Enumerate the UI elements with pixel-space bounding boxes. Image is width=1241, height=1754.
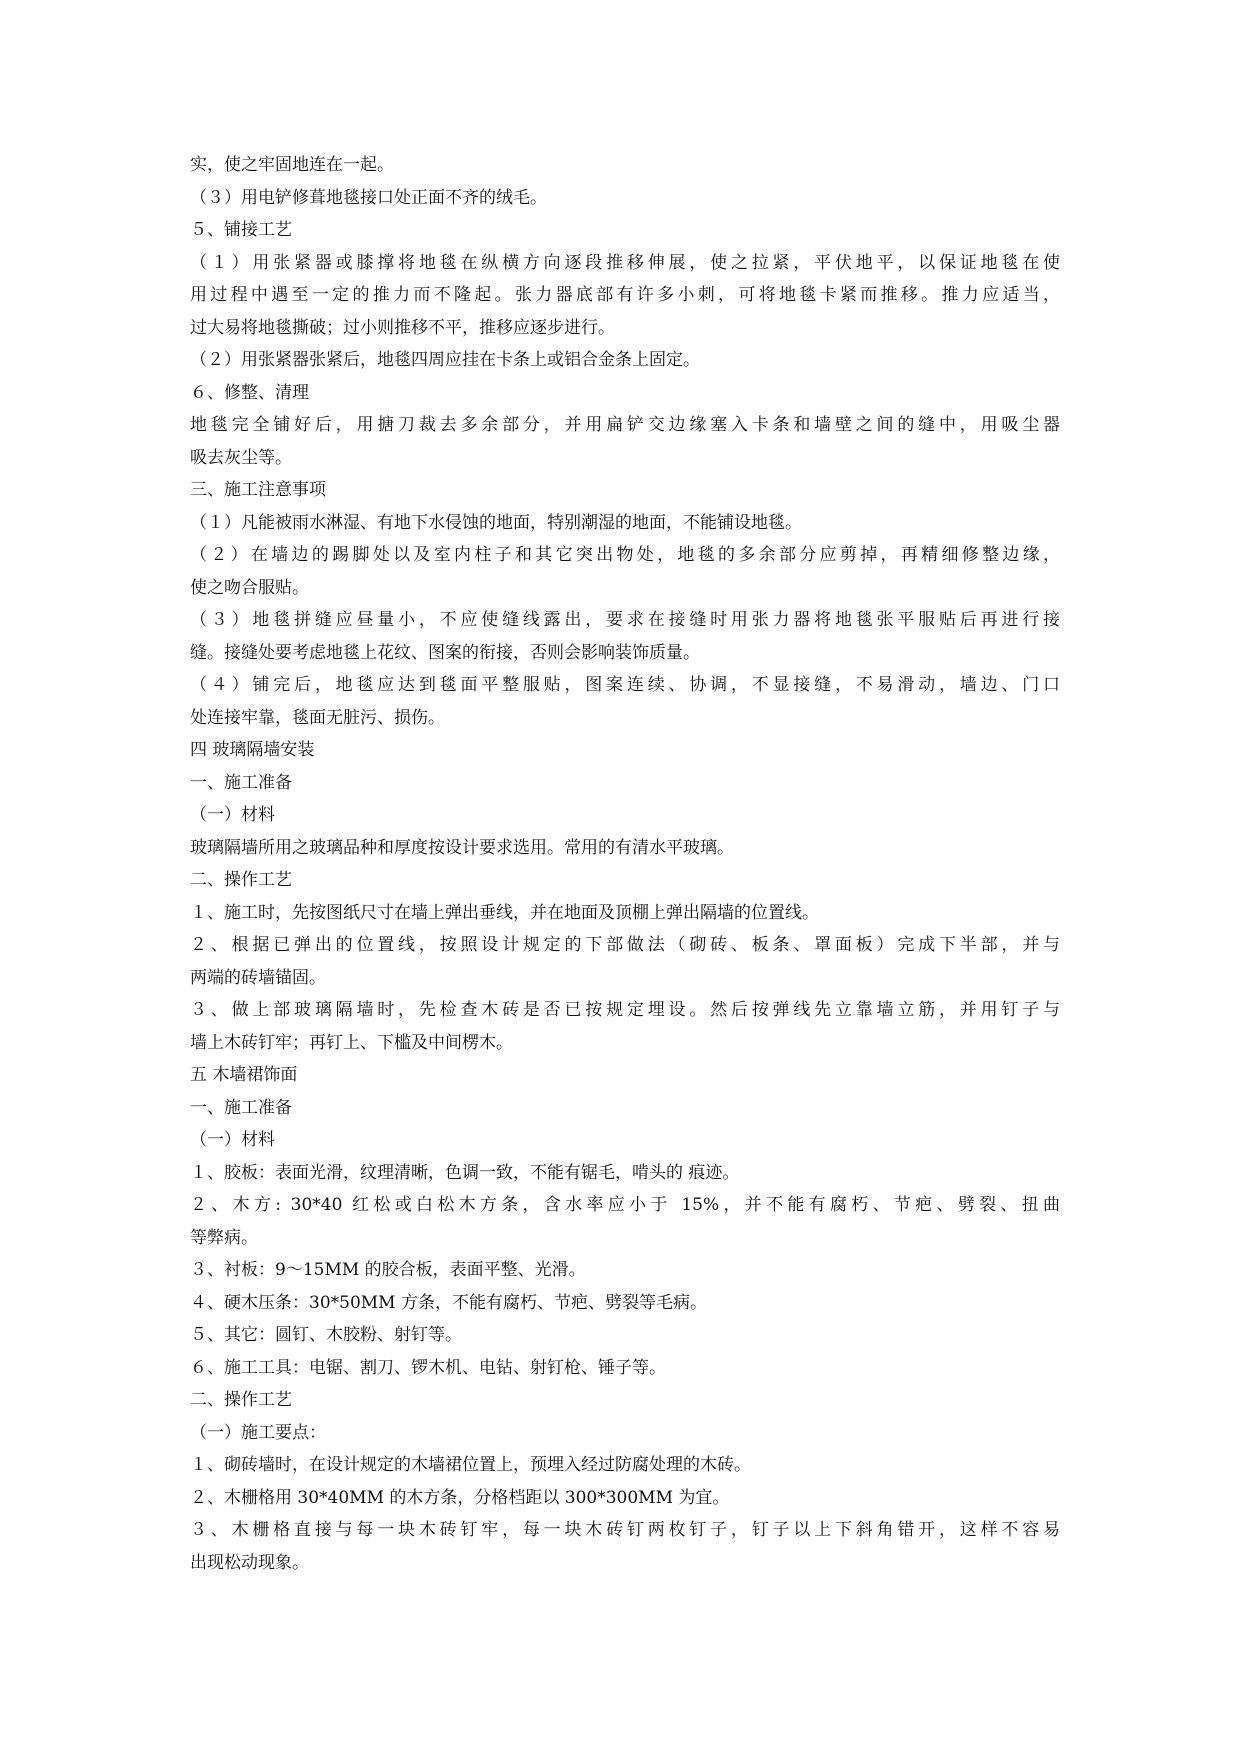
text-line: ３、做上部玻璃隔墙时，先检查木砖是否已按规定埋设。然后按弹线先立靠墙立筋，并用钉子与: [190, 1000, 1060, 1020]
text-line: 五 木墙裙饰面: [190, 1065, 298, 1085]
text-line: （一）材料: [190, 805, 275, 825]
text-line: ５、铺接工艺: [190, 220, 292, 240]
text-line: ５、其它：圆钉、木胶粉、射钉等。: [190, 1325, 462, 1345]
text-line: （３）地毯拼缝应昼量小，不应使缝线露出，要求在接缝时用张力器将地毯张平服贴后再进行接: [190, 610, 1060, 630]
text-line: 二、操作工艺: [190, 1390, 292, 1410]
text-line: １、砌砖墙时，在设计规定的木墙裙位置上，预埋入经过防腐处理的木砖。: [190, 1455, 751, 1475]
text-line: （２）用张紧器张紧后，地毯四周应挂在卡条上或铝合金条上固定。: [190, 350, 700, 370]
text-line: （一）施工要点：: [190, 1422, 326, 1443]
text-line: ２、木方: 30*40 红松或白松木方条，含水率应小于 15%，并不能有腐朽、节疤、劈裂、扭曲: [190, 1195, 1060, 1215]
text-line: （４）铺完后，地毯应达到毯面平整服贴，图案连续、协调，不显接缝，不易滑动，墙边、门口: [190, 675, 1060, 695]
text-line: ６、施工工具：电锯、割刀、锣木机、电钻、射钉枪、锤子等。: [190, 1357, 666, 1378]
text-line: ３、衬板：9～15MM 的胶合板，表面平整、光滑。: [190, 1260, 586, 1280]
text-line: 二、操作工艺: [190, 870, 292, 890]
text-line: 墙上木砖钉牢；再钉上、下槛及中间楞木。: [190, 1032, 513, 1053]
text-line: 吸去灰尘等。: [190, 447, 292, 468]
text-line: 实，使之牢固地连在一起。: [190, 155, 394, 175]
text-line: 两端的砖墙锚固。: [190, 967, 326, 988]
text-line: 处连接牢靠，毯面无脏污、损伤。: [190, 707, 445, 728]
text-line: ４、硬木压条：30*50MM 方条，不能有腐朽、节疤、劈裂等毛病。: [190, 1292, 707, 1313]
text-line: 四 玻璃隔墙安装: [190, 740, 315, 760]
text-line: 地毯完全铺好后，用搪刀裁去多余部分，并用扁铲交边缘塞入卡条和墙壁之间的缝中，用吸尘器: [190, 415, 1060, 435]
text-line: 三、施工注意事项: [190, 480, 326, 500]
text-line: 出现松动现象。: [190, 1552, 309, 1573]
text-line: １、施工时，先按图纸尺寸在墙上弹出垂线，并在地面及顶棚上弹出隔墙的位置线。: [190, 902, 819, 923]
document-page: [190, 149, 1060, 1579]
text-line: ３、木栅格直接与每一块木砖钉牢，每一块木砖钉两枚钉子，钉子以上下斜角错开，这样不容易: [190, 1520, 1060, 1540]
text-line: （２）在墙边的踢脚处以及室内柱子和其它突出物处，地毯的多余部分应剪掉，再精细修整边缘，: [190, 545, 1060, 565]
text-line: ２、根据已弹出的位置线，按照设计规定的下部做法（砌砖、板条、罩面板）完成下半部，并与: [190, 935, 1060, 955]
text-line: 缝。接缝处要考虑地毯上花纹、图案的衔接，否则会影响装饰质量。: [190, 642, 700, 663]
text-line: 用过程中遇至一定的推力而不隆起。张力器底部有许多小刺，可将地毯卡紧而推移。推力应适当，: [190, 285, 1060, 305]
text-line: 玻璃隔墙所用之玻璃品种和厚度按设计要求选用。常用的有清水平玻璃。: [190, 837, 734, 858]
text-line: １、胶板：表面光滑，纹理清晰，色调一致，不能有锯毛，啃头的 痕迹。: [190, 1162, 740, 1183]
text-line: 过大易将地毯撕破；过小则推移不平，推移应逐步进行。: [190, 317, 615, 338]
text-line: （１）用张紧器或膝撑将地毯在纵横方向逐段推移伸展，使之拉紧，平伏地平，以保证地毯在使: [190, 252, 1060, 273]
text-line: ６、修整、清理: [190, 382, 309, 403]
text-line: 一、施工准备: [190, 772, 292, 793]
text-line: 等弊病。: [190, 1227, 258, 1248]
text-line: 一、施工准备: [190, 1097, 292, 1118]
text-line: 使之吻合服贴。: [190, 577, 309, 598]
text-line: （一）材料: [190, 1130, 275, 1150]
text-line: （３）用电铲修葺地毯接口处正面不齐的绒毛。: [190, 187, 547, 208]
text-line: ２、木栅格用 30*40MM 的木方条，分格档距以 300*300MM 为宜。: [190, 1487, 730, 1508]
text-line: （１）凡能被雨水淋湿、有地下水侵蚀的地面，特别潮湿的地面，不能铺设地毯。: [190, 512, 802, 533]
